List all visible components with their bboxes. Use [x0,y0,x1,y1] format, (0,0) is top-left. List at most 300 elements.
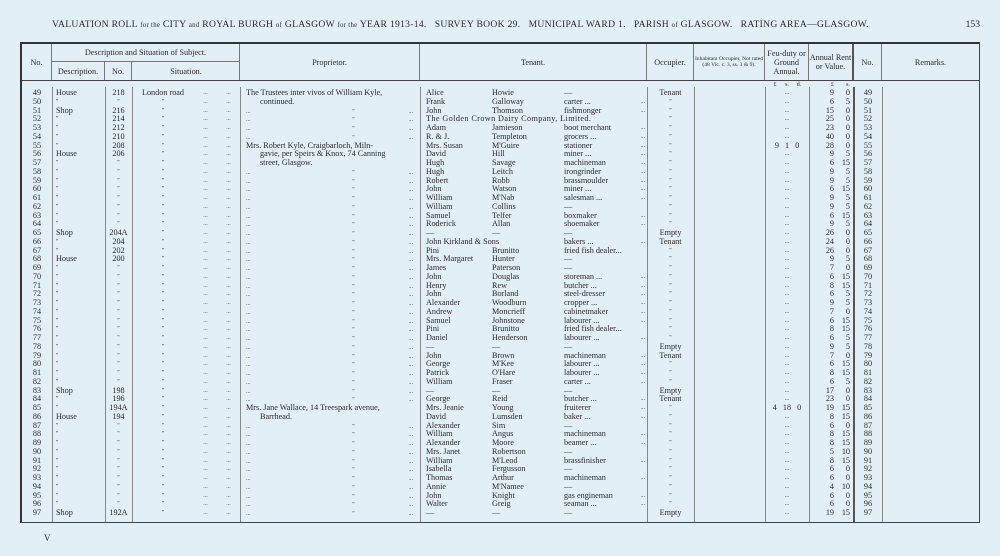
tenant-first-name: Alice [426,89,444,97]
proprietor: Barrhead. [260,412,293,421]
tenant-occupation: cropper ... [564,299,598,307]
row-number-right: 72 [863,290,873,299]
tenant: William M'Leod brassfinisher ... [426,456,645,465]
tenant-occupation: cabinetmaker [564,307,609,316]
tenant-surname: Knight [492,491,515,500]
row-number-right: 64 [863,220,873,229]
tenant: Alexander Moore beamer ... ... [426,439,645,447]
street-number: " [117,370,120,376]
tenant-surname: Moncrieff [492,307,526,316]
tenant-occupation: machineman [564,474,606,482]
row-number: 72 [32,290,42,299]
row-number-right: 50 [863,97,873,106]
row-number: 84 [32,395,42,404]
col-group-subject [52,44,240,80]
feu-duty: ... [784,221,790,228]
row-number: 71 [32,281,42,290]
annual-rent: 23 0 [825,395,850,404]
proprietor-ditto: ... " ... [246,493,413,500]
tenant-surname: Hunter [492,255,515,264]
description: Shop [56,509,73,517]
tenant-occupation: stationer [564,141,593,150]
street-number: " [117,273,120,280]
proprietor-ditto: ... " ... [246,362,413,369]
feu-duty: ... [784,352,790,359]
annual-rent: 8 15 [829,281,850,290]
tenant: William Angus machineman ... [426,430,645,439]
proprietor-ditto: ... " ... [246,467,413,474]
tenant: Patrick O'Hare labourer ... ... [426,369,645,377]
tenant-surname: Reid [492,395,508,404]
pound-unit: £ [831,82,834,88]
row-number-right: 78 [863,342,873,351]
tenant-surname: Johnstone [492,316,525,325]
tenant-surname: — [492,509,501,517]
tenant: George Reid butcher ... ... [426,395,645,404]
col-proprietor: Proprietor. [240,44,420,80]
tenant-surname: Brown [492,351,515,360]
annual-rent: 6 15 [829,185,850,194]
tenant-first-name: Mrs. Susan [426,141,463,150]
description: " [56,282,59,289]
occupier: Tenant [659,351,682,360]
annual-rent: 26 0 [825,229,850,237]
situation: " ... ... [161,98,231,105]
description: " [56,370,59,376]
proprietor: continued. [260,97,295,106]
occupier: Tenant [659,237,682,246]
shilling-unit: s. [846,82,850,88]
tenant: John Brown machineman ... [426,351,645,360]
tenant: Mrs. Susan M'Guire stationer ... [426,141,645,150]
occupier: " [669,256,672,263]
situation: " ... ... [161,203,231,210]
row-number-right: 71 [863,281,873,290]
tenant-surname: Telfer [492,211,512,220]
occupier: " [669,501,672,508]
description: " [56,212,59,219]
row-number-right: 53 [863,124,873,132]
tenant: Walter Greig seaman ... ... [426,500,645,509]
situation: " ... ... [161,335,231,341]
tenant-first-name: Annie [426,482,447,491]
row-number: 80 [32,360,42,369]
description: " [56,396,59,403]
annual-rent: 9 0 [829,89,850,97]
tenant-first-name: Alexander [426,439,461,447]
situation: " ... ... [161,343,231,350]
row-number: 73 [32,299,42,307]
tenant-first-name: Pini [426,246,440,255]
row-number: 49 [32,89,42,97]
row-number: 56 [32,150,42,159]
row-number: 60 [32,185,42,194]
tenant-occupation: steel-dresser [564,290,605,299]
tenant-occupation: salesman ... [564,194,603,202]
occupier: " [669,212,672,219]
row-number-right: 76 [863,325,873,334]
col-group-label: Description and Situation of Subject. [52,44,239,62]
occupier: " [669,335,672,341]
proprietor-ditto: ... " ... [246,257,413,264]
row-number: 81 [32,369,42,377]
occupier: " [669,431,672,438]
occupier: " [669,300,672,306]
tenant: Andrew Moncrieff cabinetmaker ... [426,307,645,316]
occupier: " [669,308,672,315]
valuation-table [20,42,980,523]
description: " [56,247,59,254]
description: " [56,431,59,438]
row-number: 52 [32,115,42,124]
street-number: 198 [112,386,125,395]
row-number-right: 77 [863,334,873,342]
proprietor-ditto: ... " ... [246,134,413,141]
tenant-surname: Robertson [492,447,526,456]
tenant-first-name: Frank [426,97,446,106]
occupier: " [669,378,672,385]
row-number: 97 [32,509,42,517]
tenant-first-name: John [426,491,442,500]
situation: " ... ... [161,440,231,446]
occupier: " [669,475,672,481]
tenant: Alexander Woodburn cropper ... ... [426,299,645,307]
row-number-right: 66 [863,237,873,246]
proprietor-ditto: ... " ... [246,196,413,202]
situation: " ... ... [161,510,231,516]
feu-duty: ... [784,501,790,508]
tenant-first-name: George [426,395,450,404]
tenant-surname: Henderson [492,334,528,342]
tenant-first-name: Alexander [426,421,461,430]
street-number: 204 [112,237,125,246]
tenant-occupation: fried fish dealer... [564,246,622,255]
row-number-right: 56 [863,150,873,159]
proprietor-ditto: ... " ... [246,344,413,351]
proprietor-ditto: ... " ... [246,222,413,229]
street-number: " [117,352,120,359]
occupier: " [669,448,672,455]
proprietor-ditto: ... " ... [246,292,413,299]
tenant-first-name: George [426,360,450,369]
annual-rent: 6 0 [829,500,850,509]
occupier: Tenant [659,395,682,404]
tenant-surname: M'Namee [492,482,524,491]
description: " [56,317,59,324]
tenant-first-name: Walter [426,500,448,509]
tenant-first-name: William [426,377,453,386]
row-number-right: 92 [863,465,873,474]
tenant-surname: Moore [492,439,514,447]
street-number: " [117,422,120,429]
street-number: " [117,177,120,184]
tenant-first-name: David [426,150,447,159]
row-number: 68 [32,255,42,264]
occupier: " [669,291,672,298]
tenant-first-name: — [426,509,435,517]
occupier: " [669,265,672,271]
tenant: David Lumsden baker ... ... [426,412,645,421]
proprietor-ditto: ... " ... [246,283,413,290]
row-number: 78 [32,342,42,351]
tenant-occupation: — [564,202,573,211]
tenant-first-name: Henry [426,281,447,290]
feu-duty: ... [784,256,790,263]
row-number-right: 51 [863,106,873,115]
proprietor-ditto: ... " ... [246,204,413,211]
tenant: Mrs. Jeanie Young fruiterer ... [426,404,645,412]
tenant-surname: Robb [492,176,510,185]
tenant: William Fraser carter ... ... [426,377,645,386]
row-number-right: 96 [863,500,873,509]
feu-duty: ... [784,300,790,306]
occupier: " [669,466,672,473]
tenant-first-name: R. & J. [426,132,450,141]
annual-rent: 7 0 [829,351,850,360]
occupier: " [669,361,672,368]
row-number-right: 89 [863,439,873,447]
situation: " ... ... [161,282,231,289]
row-number: 62 [32,202,42,211]
street-number: " [117,475,120,481]
street-number: 200 [112,255,125,264]
description: " [56,203,59,210]
row-number-right: 60 [863,185,873,194]
tenant-occupation: butcher ... [564,281,597,290]
tenant: Roderick Allan shoemaker ... [426,220,645,229]
situation: " ... ... [161,133,231,140]
street-number: " [117,212,120,219]
feu-duty: ... [784,396,790,403]
situation: " ... ... [161,195,231,201]
row-number: 76 [32,325,42,334]
row-number: 95 [32,491,42,500]
proprietor-ditto: ... " ... [246,502,413,509]
feu-duty: ... [784,265,790,271]
tenant: Hugh Leitch irongrinder ... [426,167,645,176]
tenant-occupation: — [564,229,573,237]
description: " [56,483,59,490]
feu-duty: ... [784,457,790,464]
annual-rent: 8 15 [829,412,850,421]
situation: " ... ... [161,361,231,368]
tenant-first-name: Hugh [426,159,445,167]
tenant-occupation: baker ... [564,412,591,421]
tenant: John Knight gas engineman ... [426,491,645,500]
tenant-occupation: gas engineman [564,491,613,500]
row-number: 59 [32,176,42,185]
tenant-first-name: Pini [426,325,440,334]
row-number: 66 [32,237,42,246]
row-number: 53 [32,124,42,132]
annual-rent: 25 0 [825,115,850,124]
tenant: R. & J. Templeton grocers ... ... [426,132,645,141]
occupier: " [669,107,672,114]
annual-rent: 6 15 [829,159,850,167]
proprietor-ditto: ... " ... [246,248,413,255]
description: " [56,440,59,446]
occupier: " [669,247,672,254]
street-number: " [117,195,120,201]
tenant-occupation: labourer ... [564,334,600,342]
annual-rent: 8 15 [829,430,850,439]
row-number: 65 [32,229,42,237]
proprietor-ditto: ... " ... [246,476,413,482]
annual-rent: 9 5 [829,167,850,176]
row-number-right: 81 [863,369,873,377]
proprietor-ditto: ... " ... [246,441,413,447]
street-number: " [117,466,120,473]
row-number: 75 [32,316,42,325]
description: " [56,273,59,280]
description: Shop [56,106,73,115]
annual-rent: 8 15 [829,369,850,377]
tenant: John Borland steel-dresser ... [426,290,645,299]
tenant-surname: Borland [492,290,519,299]
proprietor: gavie, per Speirs & Knox, 74 Canning [260,150,386,159]
annual-rent: 6 5 [829,377,850,386]
street-number: " [117,265,120,271]
proprietor-ditto: ... " ... [246,388,413,395]
tenant-first-name: John [426,106,442,115]
row-number: 50 [32,97,42,106]
description: " [56,352,59,359]
situation: " ... ... [161,370,231,376]
row-number: 69 [32,264,42,272]
street-number: " [117,457,120,464]
tenant-first-name: Mrs. Janet [426,447,461,456]
row-number: 79 [32,351,42,360]
description: " [56,475,59,481]
description: " [56,457,59,464]
occupier: Tenant [659,89,682,97]
proprietor-ditto: ... " ... [246,187,413,194]
row-number-right: 57 [863,159,873,167]
row-number: 64 [32,220,42,229]
row-number-right: 65 [863,229,873,237]
row-number: 83 [32,386,42,395]
annual-rent: 9 5 [829,176,850,185]
occupier: " [669,457,672,464]
street-number: 196 [112,395,125,404]
row-number-right: 59 [863,176,873,185]
feu-duty: ... [784,413,790,420]
feu-duty: ... [784,203,790,210]
situation: " ... ... [161,405,231,411]
street-number: 206 [112,150,125,159]
annual-rent: 9 5 [829,194,850,202]
tenant: Thomas Arthur machineman ... [426,474,645,482]
street-number: " [117,186,120,193]
annual-rent: 5 10 [829,447,850,456]
row-number-right: 62 [863,202,873,211]
tenant-occupation: irongrinder [564,167,601,176]
feu-duty: ... [784,107,790,114]
row-number-right: 86 [863,412,873,421]
feu-duty: ... [784,431,790,438]
feu-duty: ... [784,238,790,245]
description: " [56,265,59,271]
col-tenant: Tenant. [420,44,647,80]
street-number: 204A [109,229,128,237]
tenant: Samuel Telfer boxmaker ... [426,211,645,220]
proprietor-ditto: ... " ... [246,449,413,456]
feu-duty: ... [784,160,790,166]
tenant-occupation: — [564,255,573,264]
situation: " ... ... [161,326,231,333]
situation: " ... ... [161,475,231,481]
street-number: " [117,98,120,105]
proprietor-ditto: ... " ... [246,371,413,377]
row-number: 77 [32,334,42,342]
proprietor: Mrs. Jane Wallace, 14 Treespark avenue, [246,404,380,412]
proprietor-ditto: ... " ... [246,327,413,334]
street-number: " [117,160,120,166]
annual-rent: 6 0 [829,465,850,474]
street-number: 194 [112,412,125,421]
situation: " ... ... [161,177,231,184]
annual-rent: 6 5 [829,290,850,299]
row-number-right: 85 [863,404,873,412]
tenant-surname: M'Nab [492,194,515,202]
tenant-occupation: — [564,342,573,351]
tenant: John Thomson fishmonger ... [426,106,645,115]
street-number: 212 [112,124,125,132]
tenant-first-name: John [426,290,442,299]
proprietor-ditto: ... " ... [246,318,413,325]
proprietor-ditto: ... " ... [246,379,413,386]
proprietor-ditto: ... " ... [246,301,413,307]
tenant-first-name: Mrs. Jeanie [426,404,464,412]
row-number-right: 63 [863,211,873,220]
feu-duty: ... [784,510,790,516]
annual-rent: 9 5 [829,255,850,264]
tenant: Daniel Henderson labourer ... ... [426,334,645,342]
occupier: Empty [659,509,682,517]
tenant-first-name: William [426,194,453,202]
row-number: 54 [32,132,42,141]
row-number: 90 [32,447,42,456]
annual-rent: 19 15 [825,509,850,517]
tenant-occupation: machineman [564,351,606,360]
proprietor-ditto: ... " ... [246,239,413,246]
table-header [22,44,979,81]
annual-rent: 24 0 [825,237,850,246]
proprietor-ditto: ... " ... [246,213,413,220]
feu-duty: ... [784,212,790,219]
street-number: " [117,291,120,298]
description: Shop [56,386,73,395]
tenant-surname: Leitch [492,167,513,176]
tenant-surname: Brunitto [492,246,520,255]
street-number: " [117,483,120,490]
occupier: " [669,203,672,210]
tenant-first-name: — [426,386,435,395]
annual-rent: 7 0 [829,264,850,272]
feu-duty: ... [784,466,790,473]
occupier: " [669,370,672,376]
annual-rent: 9 5 [829,342,850,351]
situation: " ... ... [161,387,231,394]
occupier: " [669,151,672,158]
feu-duty: ... [784,422,790,429]
tenant-occupation: labourer ... [564,316,600,325]
feu-duty: ... [784,361,790,368]
occupier: " [669,125,672,131]
street-number: " [117,448,120,455]
occupier: " [669,405,672,411]
situation: " ... ... [161,501,231,508]
